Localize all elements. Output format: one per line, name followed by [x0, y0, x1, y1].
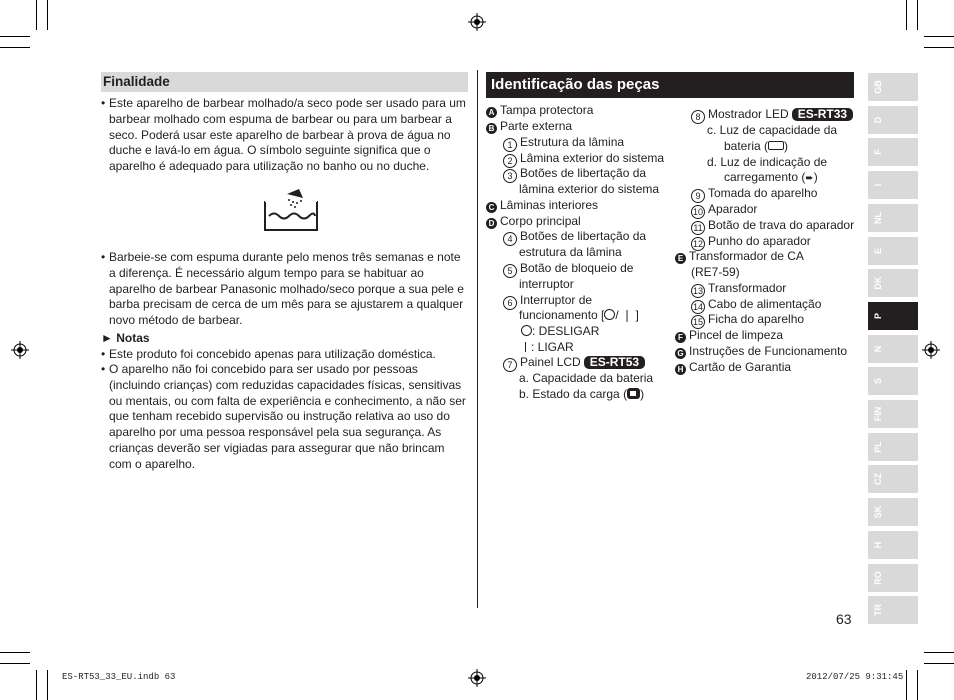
list-item: : LIGAR	[519, 340, 574, 356]
list-item: funcionamento [ / ❘ ]	[519, 308, 639, 322]
list-item: D Corpo principal	[486, 214, 581, 230]
crop-mark	[0, 663, 30, 664]
registration-mark-icon	[468, 13, 486, 31]
tab-tr[interactable]	[868, 596, 918, 624]
tab-label: E	[873, 247, 883, 254]
crop-mark	[36, 670, 37, 700]
list-item: estrutura da lâmina	[519, 245, 622, 259]
list-item: lâmina exterior do sistema	[519, 182, 660, 196]
crop-mark	[36, 0, 37, 30]
crop-mark	[924, 36, 954, 37]
column-divider	[477, 70, 478, 608]
crop-mark	[906, 670, 907, 700]
tab-fin[interactable]	[868, 400, 918, 428]
tab-label: RO	[873, 570, 883, 585]
list-item: 6 Interruptor de	[503, 293, 592, 310]
bath-shower-icon	[263, 188, 319, 232]
paragraph-adaptation: • Barbeie-se com espuma durante pelo menos três semanas e note a diferença. É necessário algum tempo para se habituar ao aparelho de barbear Panasonic molhado/seco porque a sua pele e barba precisam de cerca de um mês para se ajustarem a qualquer novo método de barbear.	[101, 250, 464, 328]
list-item: B Parte externa	[486, 119, 572, 135]
tab-label: F	[873, 149, 883, 156]
crop-mark	[924, 652, 954, 653]
list-item: 3 Botões de libertação da	[503, 166, 646, 183]
tab-label: I	[873, 183, 883, 187]
tab-nl[interactable]	[868, 204, 918, 232]
list-item: d. Luz de indicação de	[707, 155, 828, 169]
list-item: 2 Lâmina exterior do sistema	[503, 151, 664, 168]
tab-f[interactable]	[868, 138, 918, 166]
tab-label: TR	[873, 604, 883, 617]
crop-mark	[924, 663, 954, 664]
list-item: 7 Painel LCD ES-RT53	[503, 355, 645, 372]
list-item: 4 Botões de libertação da	[503, 229, 646, 246]
list-item: F Pincel de limpeza	[675, 328, 783, 344]
registration-mark-icon	[11, 341, 29, 359]
section-heading-parts: Identificação das peças	[486, 72, 854, 98]
on-symbol-icon	[525, 342, 526, 352]
tab-label: P	[873, 312, 883, 319]
list-item: b. Estado da carga ( )	[519, 387, 645, 401]
crop-mark	[924, 47, 954, 48]
list-item: : DESLIGAR	[519, 324, 599, 340]
plug-icon: ➨	[805, 173, 814, 184]
tab-pl[interactable]	[868, 433, 918, 461]
crop-mark	[0, 36, 30, 37]
tab-sk[interactable]	[868, 498, 918, 526]
charging-status-icon	[627, 388, 640, 399]
tab-n[interactable]	[868, 335, 918, 363]
list-item: 11 Botão de trava do aparador	[691, 218, 854, 235]
list-item: 13 Transformador	[692, 281, 787, 296]
tab-label: S	[873, 378, 883, 385]
tab-e[interactable]	[868, 237, 918, 265]
list-item: interruptor	[519, 277, 574, 291]
note-domestic-use: • Este produto foi concebido apenas para utilização doméstica.	[101, 347, 436, 361]
crop-mark	[906, 0, 907, 30]
tab-cz[interactable]	[868, 465, 918, 493]
registration-mark-icon	[468, 669, 486, 687]
list-item: 10 Aparador	[692, 202, 758, 217]
crop-mark	[0, 47, 30, 48]
tab-label: D	[873, 116, 883, 123]
list-item: 14 Cabo de alimentação	[692, 297, 822, 312]
tab-label: NL	[873, 211, 883, 224]
registration-mark-icon	[922, 341, 940, 359]
paragraph-intended-use: • Este aparelho de barbear molhado/a seco pode ser usado para um barbear molhado com espuma de barbear ou para um barbear a seco. Poderá usar este aparelho de barbear à prova de água no duche e lavá-lo em água. O símbolo seguinte significa que o aparelho é adequado para utilização no banho ou no duche.	[101, 96, 466, 174]
tab-s[interactable]	[868, 367, 918, 395]
tab-ro[interactable]	[868, 564, 918, 592]
list-item: G Instruções de Funcionamento	[675, 344, 847, 360]
triangle-icon: ►	[101, 331, 113, 345]
off-symbol-icon	[521, 325, 532, 336]
crop-mark	[47, 0, 48, 30]
page-number: 63	[836, 611, 852, 627]
crop-mark	[917, 0, 918, 30]
tab-h[interactable]	[868, 531, 918, 559]
list-item: 12 Punho do aparador	[692, 234, 811, 249]
tab-label: GB	[873, 80, 883, 94]
tab-dk[interactable]	[868, 269, 918, 297]
note-supervision: • O aparelho não foi concebido para ser usado por pessoas (incluindo crianças) com reduzidas capacidades físicas, sensitivas ou mentais, ou com falta de experiência e conhecimento, a não ser que tenham recebido supervisão ou instrução relativa ao uso do aparelho por uma pessoa responsável pela sua segurança. As crianças deverão ser vigiadas para assegurar que não brincam com o aparelho.	[101, 362, 466, 471]
list-item: a. Capacidade da bateria	[519, 371, 654, 385]
tab-i[interactable]	[868, 171, 918, 199]
list-item: 9 Tomada do aparelho	[691, 186, 817, 203]
tab-label: H	[873, 541, 883, 549]
tab-label: DK	[873, 276, 883, 290]
tab-p[interactable]	[868, 302, 918, 330]
list-item: 1 Estrutura da lâmina	[503, 135, 624, 152]
list-item: (RE7-59)	[691, 265, 740, 279]
tab-label: CZ	[873, 473, 883, 486]
model-badge: ES-RT53	[584, 356, 645, 369]
tab-label: N	[873, 345, 883, 352]
footer-file: ES-RT53_33_EU.indb 63	[62, 672, 176, 682]
list-item: 5 Botão de bloqueio de	[503, 261, 633, 278]
tab-gb[interactable]	[868, 73, 918, 101]
list-item: E Transformador de CA	[675, 249, 804, 265]
crop-mark	[0, 652, 30, 653]
section-heading-purpose: Finalidade	[101, 72, 468, 92]
crop-mark	[917, 670, 918, 700]
battery-icon	[768, 141, 784, 150]
footer-date: 2012/07/25 9:31:45	[806, 672, 904, 682]
list-item: carregamento (➨)	[724, 170, 818, 184]
list-item: bateria ( )	[724, 139, 789, 153]
list-item: 15 Ficha do aparelho	[692, 312, 805, 327]
tab-label: FIN	[873, 406, 883, 422]
list-item: c. Luz de capacidade da	[707, 123, 838, 137]
list-item: 8 Mostrador LED ES-RT33	[691, 107, 853, 124]
list-item: H Cartão de Garantia	[675, 360, 791, 376]
tab-label: SK	[873, 505, 883, 519]
notes-heading: ► Notas	[101, 331, 150, 345]
crop-mark	[47, 670, 48, 700]
list-item: A Tampa protectora	[486, 103, 593, 119]
tab-label: PL	[873, 440, 883, 453]
model-badge: ES-RT33	[792, 108, 853, 121]
off-symbol-icon	[604, 309, 615, 320]
tab-d[interactable]	[868, 106, 918, 134]
list-item: C Lâminas interiores	[486, 198, 598, 214]
